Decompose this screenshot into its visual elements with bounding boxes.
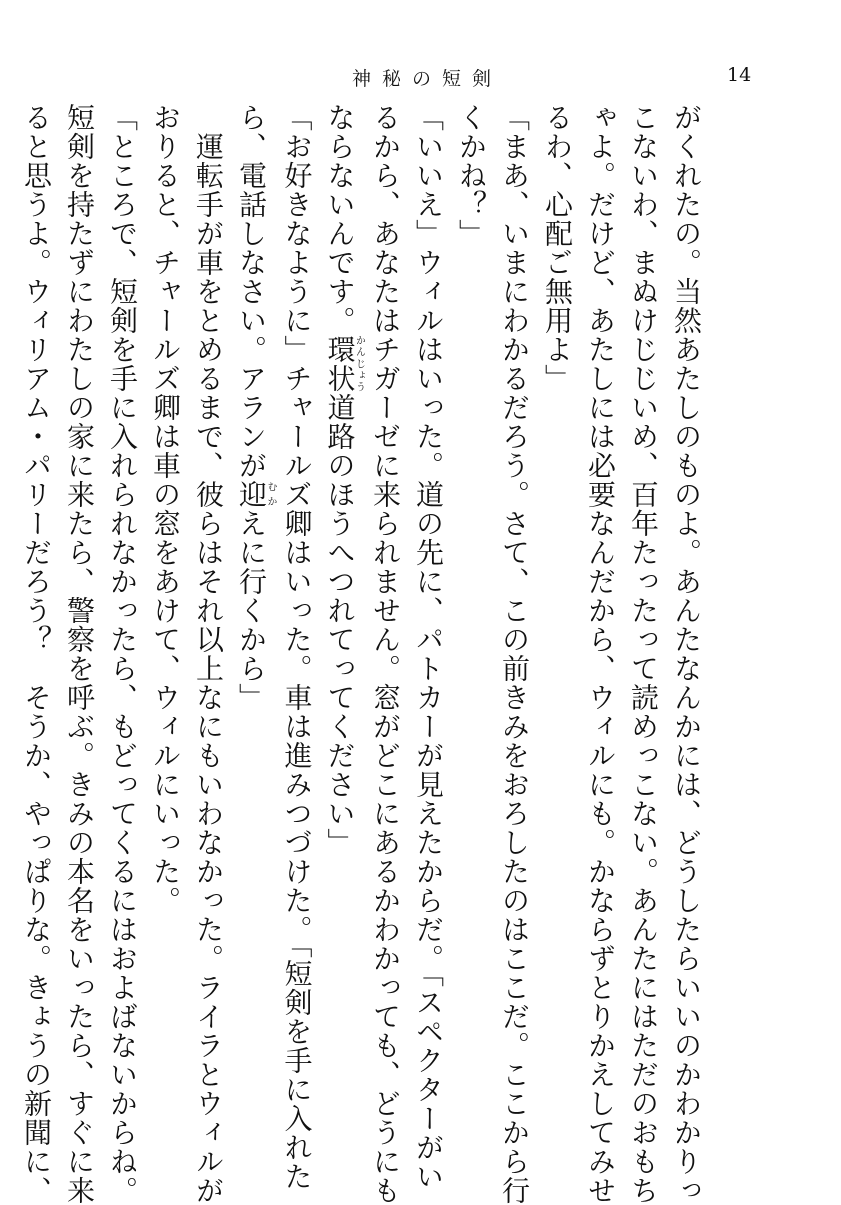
- text-line-with-ruby: [319, 103, 365, 1113]
- ruby-base: 迎: [235, 480, 268, 509]
- text-line: 短剣を持たずにわたしの家に来たら、警察を呼ぶ。きみの本名をいったら、すぐに来: [63, 103, 96, 1205]
- text-segment: 道路のほうへつれてってください」: [323, 393, 357, 857]
- running-head-title: 神秘の短剣: [352, 68, 503, 90]
- text-line-with-ruby: [230, 103, 276, 1113]
- text-line: 「まあ、いまにわかるだろう。さて、この前きみをおろしたのはここだ。ここから行: [498, 103, 531, 1205]
- text-line: ゃよ。だけど、あたしには必要なんだから、ウィルにも。かならずとりかえしてみせ: [584, 103, 617, 1205]
- text-line: がくれたの。当然あたしのものよ。あんたなんかには、どうしたらいいのかわかりっ: [670, 103, 703, 1205]
- text-line: くかね？」: [455, 103, 488, 248]
- text-line: るわ、心配ご無用よ」: [541, 103, 574, 393]
- text-line: 「いいえ」ウィルはいった。道の先に、パトカーが見えたからだ。「スペクターがい: [412, 103, 445, 1191]
- text-line: るから、あなたはチガーゼに来られません。窓がどこにあるかわかっても、どうにも: [369, 103, 402, 1205]
- text-line: 「ところで、短剣を手に入れられなかったら、もどってくるにはおよばないからね。: [106, 103, 139, 1205]
- ruby-annotation: [235, 480, 276, 509]
- text-line: こないわ、まぬけじじいめ、百年たったって読めっこない。あんたにはただのおもち: [627, 103, 660, 1205]
- text-line: 運転手が車をとめるまで、彼らはそれ以上なにもいわなかった。ライラとウィルが: [192, 103, 225, 1205]
- text-segment: ならないんです。: [323, 103, 357, 335]
- text-segment: ら、電話しなさい。アランが: [235, 103, 268, 480]
- ruby-reading: むか: [265, 480, 276, 509]
- text-line: 「お好きなように」チャールズ卿はいった。車は進みつづけた。「短剣を手に入れた: [280, 103, 314, 1191]
- ruby-reading: かんじょう: [353, 335, 365, 393]
- text-line: おりると、チャールズ卿は車の窓をあけて、ウィルにいった。: [149, 103, 182, 915]
- text-line: ると思うよ。ウィリアム・パリーだろう？ そうか、やっぱりな。きょうの新聞に、: [20, 103, 53, 1205]
- text-segment: えに行くから」: [235, 509, 268, 712]
- ruby-annotation: [323, 335, 365, 393]
- vertical-body-text: [20, 103, 708, 1205]
- page-number: 14: [727, 64, 752, 86]
- ruby-base: 環状: [323, 335, 357, 393]
